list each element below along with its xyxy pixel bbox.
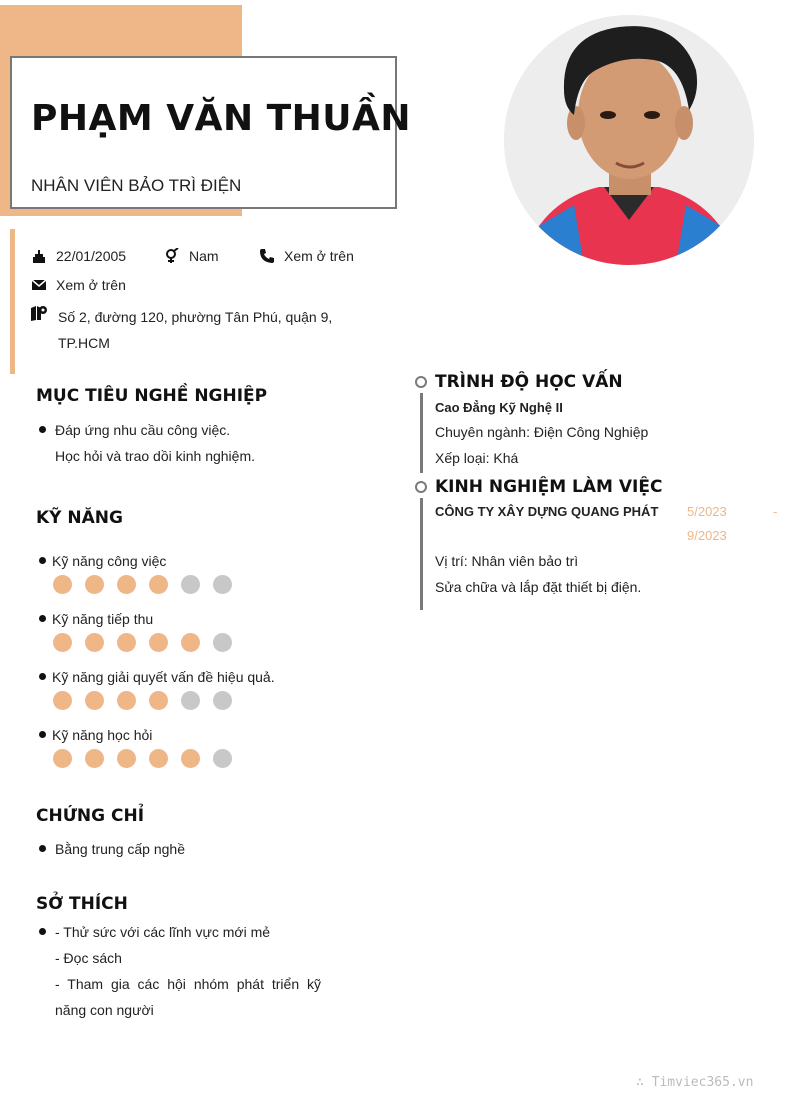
phone-icon [258, 247, 276, 265]
date-end: 9/2023 [687, 528, 727, 543]
rating-dot-filled [85, 575, 104, 594]
objective-line-1: Đáp ứng nhu cầu công việc. [55, 422, 231, 438]
company-name: CÔNG TY XÂY DỰNG QUANG PHÁT [435, 504, 659, 519]
timeline-line [420, 498, 423, 610]
timeline-line [420, 393, 423, 473]
rating-dot-filled [53, 575, 72, 594]
rating-dot-empty [181, 575, 200, 594]
skill-label: Kỹ năng tiếp thu [52, 611, 154, 627]
rating-dot-filled [149, 749, 168, 768]
skills-title: KỸ NĂNG [36, 508, 123, 528]
hobbies-title: SỞ THÍCH [36, 894, 128, 914]
bullet-dot [39, 426, 46, 433]
bullet-dot [39, 731, 46, 738]
rating-dot-filled [181, 633, 200, 652]
skill-rating [53, 633, 232, 652]
skill-label: Kỹ năng công việc [52, 553, 167, 569]
rating-dot-filled [117, 691, 136, 710]
rating-dot-filled [117, 749, 136, 768]
experience-description: Sửa chữa và lắp đặt thiết bị điện. [435, 579, 642, 595]
bullet-dot [39, 845, 46, 852]
email-value: Xem ở trên [56, 277, 126, 293]
timeline-node [415, 376, 427, 388]
phone-row [258, 247, 354, 265]
job-title: NHÂN VIÊN BẢO TRÌ ĐIỆN [31, 176, 242, 195]
birthday-row [30, 247, 126, 265]
profile-photo [504, 15, 754, 265]
education-rank: Xếp loại: Khá [435, 450, 519, 466]
rating-dot-filled [117, 575, 136, 594]
date-start: 5/2023 [687, 504, 727, 519]
experience-title: KINH NGHIỆM LÀM VIỆC [435, 477, 663, 497]
rating-dot-empty [213, 575, 232, 594]
hobby-line-3: - Tham gia các hội nhóm phát triển kỹ [55, 976, 321, 992]
bullet-dot [39, 615, 46, 622]
envelope-icon [30, 276, 48, 294]
birthday-value: 22/01/2005 [56, 248, 127, 264]
school-name: Cao Đẳng Kỹ Nghệ II [435, 400, 563, 415]
certificate-item: Bằng trung cấp nghề [55, 841, 185, 857]
objective-line-2: Học hỏi và trao dồi kinh nghiệm. [55, 448, 255, 464]
certificates-title: CHỨNG CHỈ [36, 806, 145, 826]
timeline-node [415, 481, 427, 493]
skill-rating [53, 691, 232, 710]
cake-icon [30, 247, 48, 265]
skill-rating [53, 575, 232, 594]
objective-title: MỤC TIÊU NGHỀ NGHIỆP [36, 386, 268, 406]
watermark-logo: ∴ Timviec365.vn [636, 1075, 754, 1090]
bullet-dot [39, 557, 46, 564]
hobby-line-1: - Thử sức với các lĩnh vực mới mẻ [55, 924, 271, 940]
education-title: TRÌNH ĐỘ HỌC VẤN [435, 372, 623, 392]
phone-value: Xem ở trên [284, 248, 354, 264]
skill-label: Kỹ năng giải quyết vấn đề hiệu quả. [52, 669, 275, 685]
rating-dot-filled [117, 633, 136, 652]
skill-rating [53, 749, 232, 768]
gender-row [163, 247, 219, 265]
address-line-1: Số 2, đường 120, phường Tân Phú, quận 9, [58, 309, 333, 325]
gender-icon [163, 247, 181, 265]
rating-dot-filled [85, 691, 104, 710]
date-separator: - [773, 504, 778, 519]
hobby-line-2: - Đọc sách [55, 950, 122, 966]
email-row [30, 276, 126, 294]
hobby-line-4: năng con người [55, 1002, 154, 1018]
rating-dot-filled [85, 749, 104, 768]
rating-dot-filled [149, 633, 168, 652]
address-line-2: TP.HCM [58, 335, 110, 351]
rating-dot-empty [213, 749, 232, 768]
rating-dot-filled [181, 749, 200, 768]
candidate-name: PHẠM VĂN THUẦN [31, 98, 412, 139]
education-major: Chuyên ngành: Điện Công Nghiệp [435, 424, 649, 440]
rating-dot-empty [181, 691, 200, 710]
map-pin-icon [30, 304, 48, 322]
rating-dot-filled [85, 633, 104, 652]
name-box [10, 56, 412, 209]
experience-position: Vị trí: Nhân viên bảo trì [435, 553, 579, 569]
rating-dot-empty [213, 691, 232, 710]
contact-accent-bar [10, 229, 15, 374]
rating-dot-empty [213, 633, 232, 652]
rating-dot-filled [149, 691, 168, 710]
bullet-dot [39, 928, 46, 935]
rating-dot-filled [53, 633, 72, 652]
bullet-dot [39, 673, 46, 680]
gender-value: Nam [189, 248, 219, 264]
rating-dot-filled [149, 575, 168, 594]
rating-dot-filled [53, 691, 72, 710]
skill-label: Kỹ năng học hỏi [52, 727, 153, 743]
address [58, 304, 338, 356]
rating-dot-filled [53, 749, 72, 768]
